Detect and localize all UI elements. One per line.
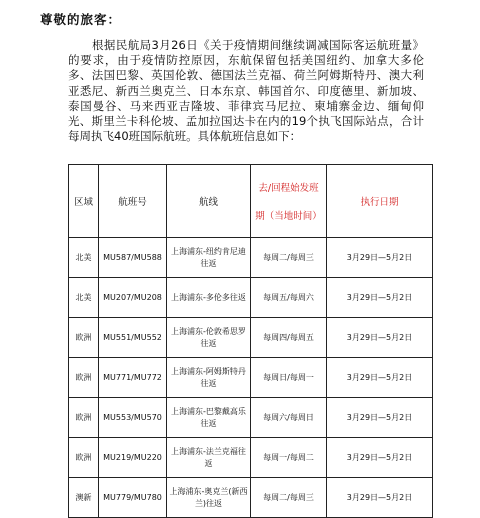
cell-route: 上海浦东-多伦多往返 <box>167 278 251 318</box>
cell-flight-no: MU779/MU780 <box>99 478 167 518</box>
header-days-line1: 去/回程始发班 <box>258 183 319 194</box>
table-row <box>69 398 433 438</box>
cell-period: 3月29日—5月2日 <box>327 438 433 478</box>
cell-period: 3月29日—5月2日 <box>327 478 433 518</box>
cell-days: 每周一/每周二 <box>251 438 327 478</box>
cell-flight-no: MU587/MU588 <box>99 238 167 278</box>
flight-table <box>68 164 433 518</box>
table-row <box>69 238 433 278</box>
announcement-paragraph: 根据民航局3月26日《关于疫情期间继续调减国际客运航班量》的要求，由于疫情防控原因，东航保留包括美国纽约、加拿大多伦多、法国巴黎、英国伦敦、德国法兰克福、荷兰阿姆斯特丹、澳大利亚悉尼、新西兰奥克兰、日本东京、韩国首尔、印度德里、新加坡、泰国曼谷、马来西亚吉隆坡、菲律宾马尼拉、柬埔寨金边、缅甸仰光、斯里兰卡科伦坡、孟加拉国达卡在内的19个执飞国际站点，合计每周执飞40班国际航班。具体航班信息如下： <box>68 38 424 144</box>
cell-flight-no: MU219/MU220 <box>99 438 167 478</box>
cell-route: 上海浦东-伦敦希思罗往返 <box>167 318 251 358</box>
cell-region: 欧洲 <box>69 318 99 358</box>
cell-days: 每周二/每周三 <box>251 478 327 518</box>
cell-period: 3月29日—5月2日 <box>327 318 433 358</box>
header-flight-no: 航班号 <box>99 165 167 238</box>
cell-period: 3月29日—5月2日 <box>327 358 433 398</box>
header-days-line2: 期（当地时间） <box>255 211 322 222</box>
cell-flight-no: MU207/MU208 <box>99 278 167 318</box>
header-departure-days <box>251 165 327 238</box>
cell-days: 每周二/每周三 <box>251 238 327 278</box>
header-route: 航线 <box>167 165 251 238</box>
cell-flight-no: MU771/MU772 <box>99 358 167 398</box>
cell-region: 欧洲 <box>69 398 99 438</box>
table-row <box>69 278 433 318</box>
cell-region: 北美 <box>69 238 99 278</box>
table-row <box>69 318 433 358</box>
cell-region: 北美 <box>69 278 99 318</box>
cell-route: 上海浦东-奥克兰(新西兰)往返 <box>167 478 251 518</box>
header-region: 区域 <box>69 165 99 238</box>
cell-region: 澳新 <box>69 478 99 518</box>
cell-period: 3月29日—5月2日 <box>327 238 433 278</box>
table-row <box>69 478 433 518</box>
cell-days: 每周五/每周六 <box>251 278 327 318</box>
table-row <box>69 358 433 398</box>
salutation: 尊敬的旅客： <box>40 12 122 27</box>
cell-days: 每周日/每周一 <box>251 358 327 398</box>
cell-route: 上海浦东-法兰克福往返 <box>167 438 251 478</box>
cell-flight-no: MU553/MU570 <box>99 398 167 438</box>
cell-route: 上海浦东-阿姆斯特丹往返 <box>167 358 251 398</box>
cell-period: 3月29日—5月2日 <box>327 398 433 438</box>
table-header-row <box>69 165 433 238</box>
cell-route: 上海浦东-巴黎戴高乐往返 <box>167 398 251 438</box>
cell-days: 每周六/每周日 <box>251 398 327 438</box>
cell-region: 欧洲 <box>69 358 99 398</box>
cell-flight-no: MU551/MU552 <box>99 318 167 358</box>
header-period: 执行日期 <box>327 165 433 238</box>
cell-region: 欧洲 <box>69 438 99 478</box>
cell-days: 每周四/每周五 <box>251 318 327 358</box>
cell-period: 3月29日—5月2日 <box>327 278 433 318</box>
cell-route: 上海浦东-纽约肯尼迪往返 <box>167 238 251 278</box>
table-row <box>69 438 433 478</box>
